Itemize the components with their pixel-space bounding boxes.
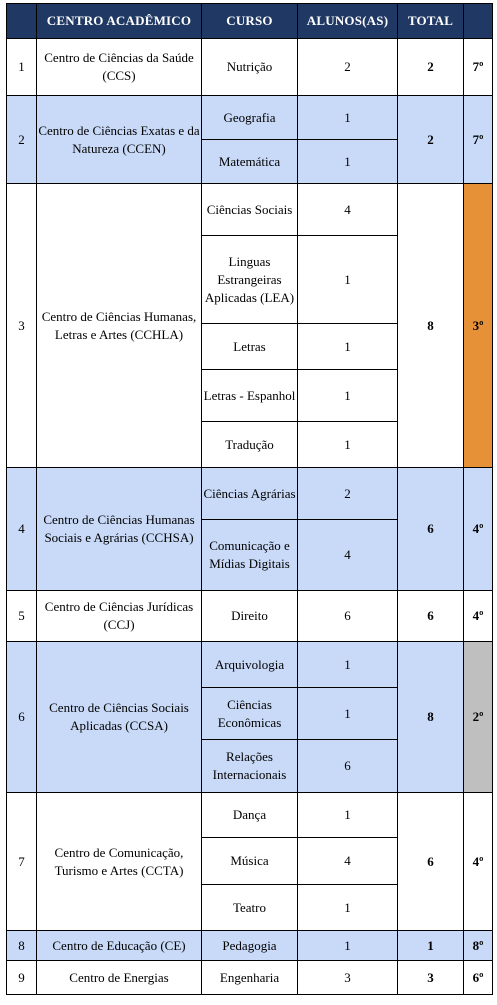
total-count: 6 <box>398 468 464 591</box>
table-row <box>7 39 493 96</box>
curso-name: Dança <box>202 793 298 838</box>
header-num <box>7 4 37 39</box>
total-count: 1 <box>398 931 464 961</box>
curso-name: Música <box>202 838 298 885</box>
alunos-count: 1 <box>298 885 398 931</box>
table-row <box>7 591 493 642</box>
total-count: 2 <box>398 39 464 96</box>
curso-name: Ciências Agrárias <box>202 468 298 520</box>
curso-name: Linguas Estrangeiras Aplicadas (LEA) <box>202 236 298 324</box>
alunos-count: 4 <box>298 838 398 885</box>
rank-position: 7º <box>464 39 493 96</box>
alunos-count: 2 <box>298 39 398 96</box>
row-number: 7 <box>7 793 37 931</box>
curso-name: Geografia <box>202 96 298 140</box>
alunos-count: 1 <box>298 422 398 468</box>
table-row <box>7 642 493 688</box>
alunos-count: 4 <box>298 184 398 236</box>
curso-name: Direito <box>202 591 298 642</box>
alunos-count: 1 <box>298 688 398 740</box>
alunos-count: 1 <box>298 642 398 688</box>
row-number: 4 <box>7 468 37 591</box>
rank-position: 4º <box>464 793 493 931</box>
centro-name: Centro de Ciências Sociais Aplicadas (CCSA) <box>37 642 202 793</box>
alunos-count: 1 <box>298 793 398 838</box>
total-count: 8 <box>398 642 464 793</box>
rank-position: 4º <box>464 591 493 642</box>
header-pos <box>464 4 493 39</box>
curso-name: Pedagogia <box>202 931 298 961</box>
header-curso: CURSO <box>202 4 298 39</box>
table-row <box>7 468 493 520</box>
alunos-count: 3 <box>298 961 398 995</box>
table-row <box>7 793 493 838</box>
curso-name: Engenharia <box>202 961 298 995</box>
curso-name: Ciências Econômicas <box>202 688 298 740</box>
row-number: 5 <box>7 591 37 642</box>
centro-name: Centro de Educação (CE) <box>37 931 202 961</box>
table-row <box>7 96 493 140</box>
centro-name: Centro de Comunicação, Turismo e Artes (CCTA) <box>37 793 202 931</box>
curso-name: Comunicação e Mídias Digitais <box>202 520 298 591</box>
rank-position: 4º <box>464 468 493 591</box>
curso-name: Letras <box>202 324 298 370</box>
centro-name: Centro de Ciências Humanas, Letras e Artes (CCHLA) <box>37 184 202 468</box>
centro-name: Centro de Energias <box>37 961 202 995</box>
row-number: 9 <box>7 961 37 995</box>
ranking-table <box>6 3 493 995</box>
curso-name: Arquivologia <box>202 642 298 688</box>
curso-name: Matemática <box>202 140 298 184</box>
row-number: 1 <box>7 39 37 96</box>
total-count: 8 <box>398 184 464 468</box>
header-row <box>7 4 493 39</box>
rank-position: 8º <box>464 931 493 961</box>
table-row <box>7 961 493 995</box>
header-total: TOTAL <box>398 4 464 39</box>
curso-name: Tradução <box>202 422 298 468</box>
alunos-count: 1 <box>298 96 398 140</box>
alunos-count: 6 <box>298 740 398 793</box>
curso-name: Nutrição <box>202 39 298 96</box>
rank-position: 2º <box>464 642 493 793</box>
curso-name: Teatro <box>202 885 298 931</box>
total-count: 6 <box>398 591 464 642</box>
centro-name: Centro de Ciências Humanas Sociais e Agrárias (CCHSA) <box>37 468 202 591</box>
alunos-count: 1 <box>298 324 398 370</box>
rank-position: 7º <box>464 96 493 184</box>
alunos-count: 1 <box>298 140 398 184</box>
curso-name: Letras - Espanhol <box>202 370 298 422</box>
row-number: 2 <box>7 96 37 184</box>
centro-name: Centro de Ciências Jurídicas (CCJ) <box>37 591 202 642</box>
rank-position: 6º <box>464 961 493 995</box>
alunos-count: 4 <box>298 520 398 591</box>
table-row <box>7 184 493 236</box>
row-number: 6 <box>7 642 37 793</box>
centro-name: Centro de Ciências Exatas e da Natureza (CCEN) <box>37 96 202 184</box>
row-number: 8 <box>7 931 37 961</box>
total-count: 6 <box>398 793 464 931</box>
total-count: 3 <box>398 961 464 995</box>
alunos-count: 1 <box>298 236 398 324</box>
alunos-count: 1 <box>298 931 398 961</box>
curso-name: Relações Internacionais <box>202 740 298 793</box>
row-number: 3 <box>7 184 37 468</box>
rank-position: 3º <box>464 184 493 468</box>
alunos-count: 1 <box>298 370 398 422</box>
header-centro: CENTRO ACADÊMICO <box>37 4 202 39</box>
table-row <box>7 931 493 961</box>
alunos-count: 6 <box>298 591 398 642</box>
total-count: 2 <box>398 96 464 184</box>
alunos-count: 2 <box>298 468 398 520</box>
curso-name: Ciências Sociais <box>202 184 298 236</box>
centro-name: Centro de Ciências da Saúde (CCS) <box>37 39 202 96</box>
header-alunos: ALUNOS(AS) <box>298 4 398 39</box>
